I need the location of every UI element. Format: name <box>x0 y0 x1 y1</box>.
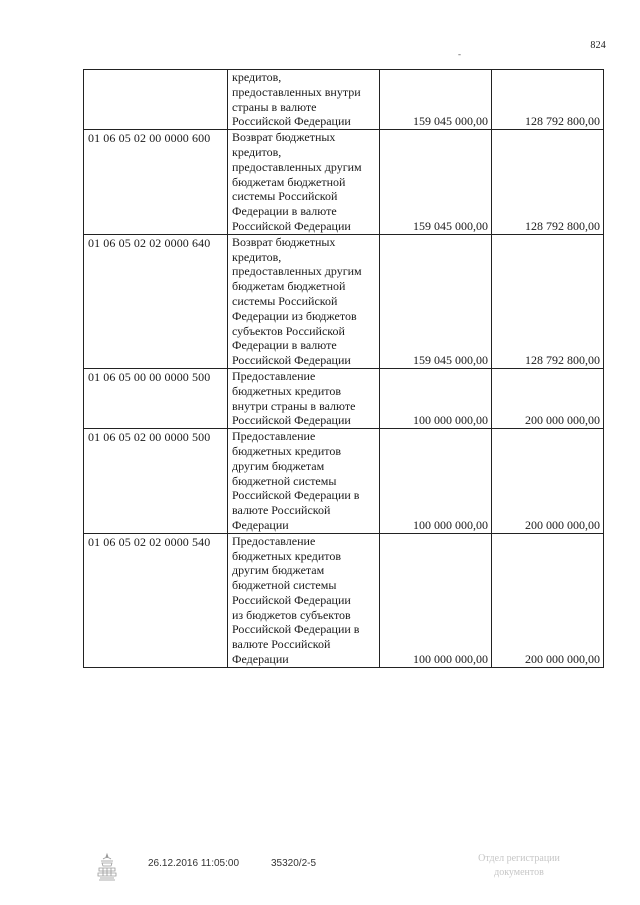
source-name-line: кредитов, <box>232 70 282 84</box>
table-row <box>84 130 604 235</box>
budget-table-body <box>84 70 604 668</box>
source-name-line: кредитов, <box>232 144 282 159</box>
source-name-line: из бюджетов субъектов <box>232 607 351 622</box>
amount-year-2-cell: 200 000 000,00 <box>492 368 604 428</box>
amount-year-2-cell: 128 792 800,00 <box>492 234 604 368</box>
source-name-line: Федерации из бюджетов <box>232 308 357 323</box>
source-name-line: бюджетной системы <box>232 578 337 593</box>
source-name-line: системы Российской <box>232 293 338 308</box>
page-mark: - <box>458 49 461 59</box>
amount-year-1-cell: 159 045 000,00 <box>380 70 492 130</box>
budget-code-cell: 01 06 05 02 02 0000 540 <box>84 533 228 667</box>
amount-year-2-cell: 200 000 000,00 <box>492 533 604 667</box>
table-row <box>84 234 604 368</box>
footer-doc-code: 35320/2-5 <box>271 858 317 869</box>
source-name-line: внутри страны в валюте <box>232 398 356 413</box>
budget-code-cell: 01 06 05 02 00 0000 500 <box>84 429 228 534</box>
source-name-line: бюджетной системы <box>232 473 337 488</box>
budget-code-cell: 01 06 05 02 02 0000 640 <box>84 234 228 368</box>
source-name-line: Возврат бюджетных <box>232 130 336 145</box>
source-name-line: Российской Федерации <box>232 218 351 233</box>
amount-year-2-cell: 128 792 800,00 <box>492 70 604 130</box>
budget-code-cell: 01 06 05 02 00 0000 600 <box>84 130 228 235</box>
source-name-line: Российской Федерации <box>232 592 351 607</box>
source-name-line: валюте Российской <box>232 503 331 518</box>
budget-table <box>83 69 604 668</box>
source-name-line: Возврат бюджетных <box>232 234 336 249</box>
amount-year-1-cell: 159 045 000,00 <box>380 130 492 235</box>
source-name-cell <box>228 70 380 130</box>
source-name-line: Предоставление <box>232 429 316 444</box>
source-name-line: субъектов Российской <box>232 323 345 338</box>
source-name-cell <box>228 368 380 428</box>
source-name-line: Предоставление <box>232 368 316 383</box>
source-name-line: предоставленных другим <box>232 264 362 279</box>
source-name-line: Федерации <box>232 517 289 532</box>
table-row <box>84 533 604 667</box>
source-name-line: бюджетам бюджетной <box>232 279 346 294</box>
source-name-line: системы Российской <box>232 189 338 204</box>
amount-year-1-cell: 100 000 000,00 <box>380 429 492 534</box>
stamp-line-1: Отдел регистрации <box>478 853 560 864</box>
source-name-cell <box>228 429 380 534</box>
source-name-line: Федерации в валюте <box>232 204 337 219</box>
source-name-line: бюджетам бюджетной <box>232 174 346 189</box>
table-row <box>84 429 604 534</box>
source-name-line: бюджетных кредитов <box>232 443 342 458</box>
source-name-line: бюджетных кредитов <box>232 383 342 398</box>
amount-year-2-cell: 200 000 000,00 <box>492 429 604 534</box>
source-name-line: страны в валюте <box>232 99 317 114</box>
source-name-line: кредитов, <box>232 249 282 264</box>
source-name-line: другим бюджетам <box>232 563 325 578</box>
table-row <box>84 70 604 130</box>
source-name-line: другим бюджетам <box>232 458 325 473</box>
registration-stamp <box>444 852 594 880</box>
table-row <box>84 368 604 428</box>
budget-code-cell: 01 06 05 00 00 0000 500 <box>84 368 228 428</box>
coat-of-arms-icon <box>96 852 118 882</box>
footer-datetime: 26.12.2016 11:05:00 <box>148 858 240 869</box>
source-name-line: Российской Федерации в <box>232 622 360 637</box>
source-name-cell <box>228 130 380 235</box>
source-name-line: Федерации <box>232 652 289 667</box>
budget-code-cell <box>84 70 228 130</box>
source-name-line: Предоставление <box>232 533 316 548</box>
source-name-line: предоставленных внутри <box>232 84 361 99</box>
source-name-cell <box>228 533 380 667</box>
source-name-line: Федерации в валюте <box>232 338 337 353</box>
source-name-line: Российской Федерации <box>232 353 351 368</box>
source-name-line: Российской Федерации <box>232 114 351 129</box>
source-name-cell <box>228 234 380 368</box>
source-name-line: Российской Федерации в <box>232 488 360 503</box>
amount-year-1-cell: 159 045 000,00 <box>380 234 492 368</box>
amount-year-2-cell: 128 792 800,00 <box>492 130 604 235</box>
stamp-line-2: документов <box>494 867 544 878</box>
source-name-line: бюджетных кредитов <box>232 548 342 563</box>
amount-year-1-cell: 100 000 000,00 <box>380 533 492 667</box>
page-number: 824 <box>590 40 606 51</box>
source-name-line: валюте Российской <box>232 637 331 652</box>
source-name-line: Российской Федерации <box>232 413 351 428</box>
amount-year-1-cell: 100 000 000,00 <box>380 368 492 428</box>
source-name-line: предоставленных другим <box>232 159 362 174</box>
